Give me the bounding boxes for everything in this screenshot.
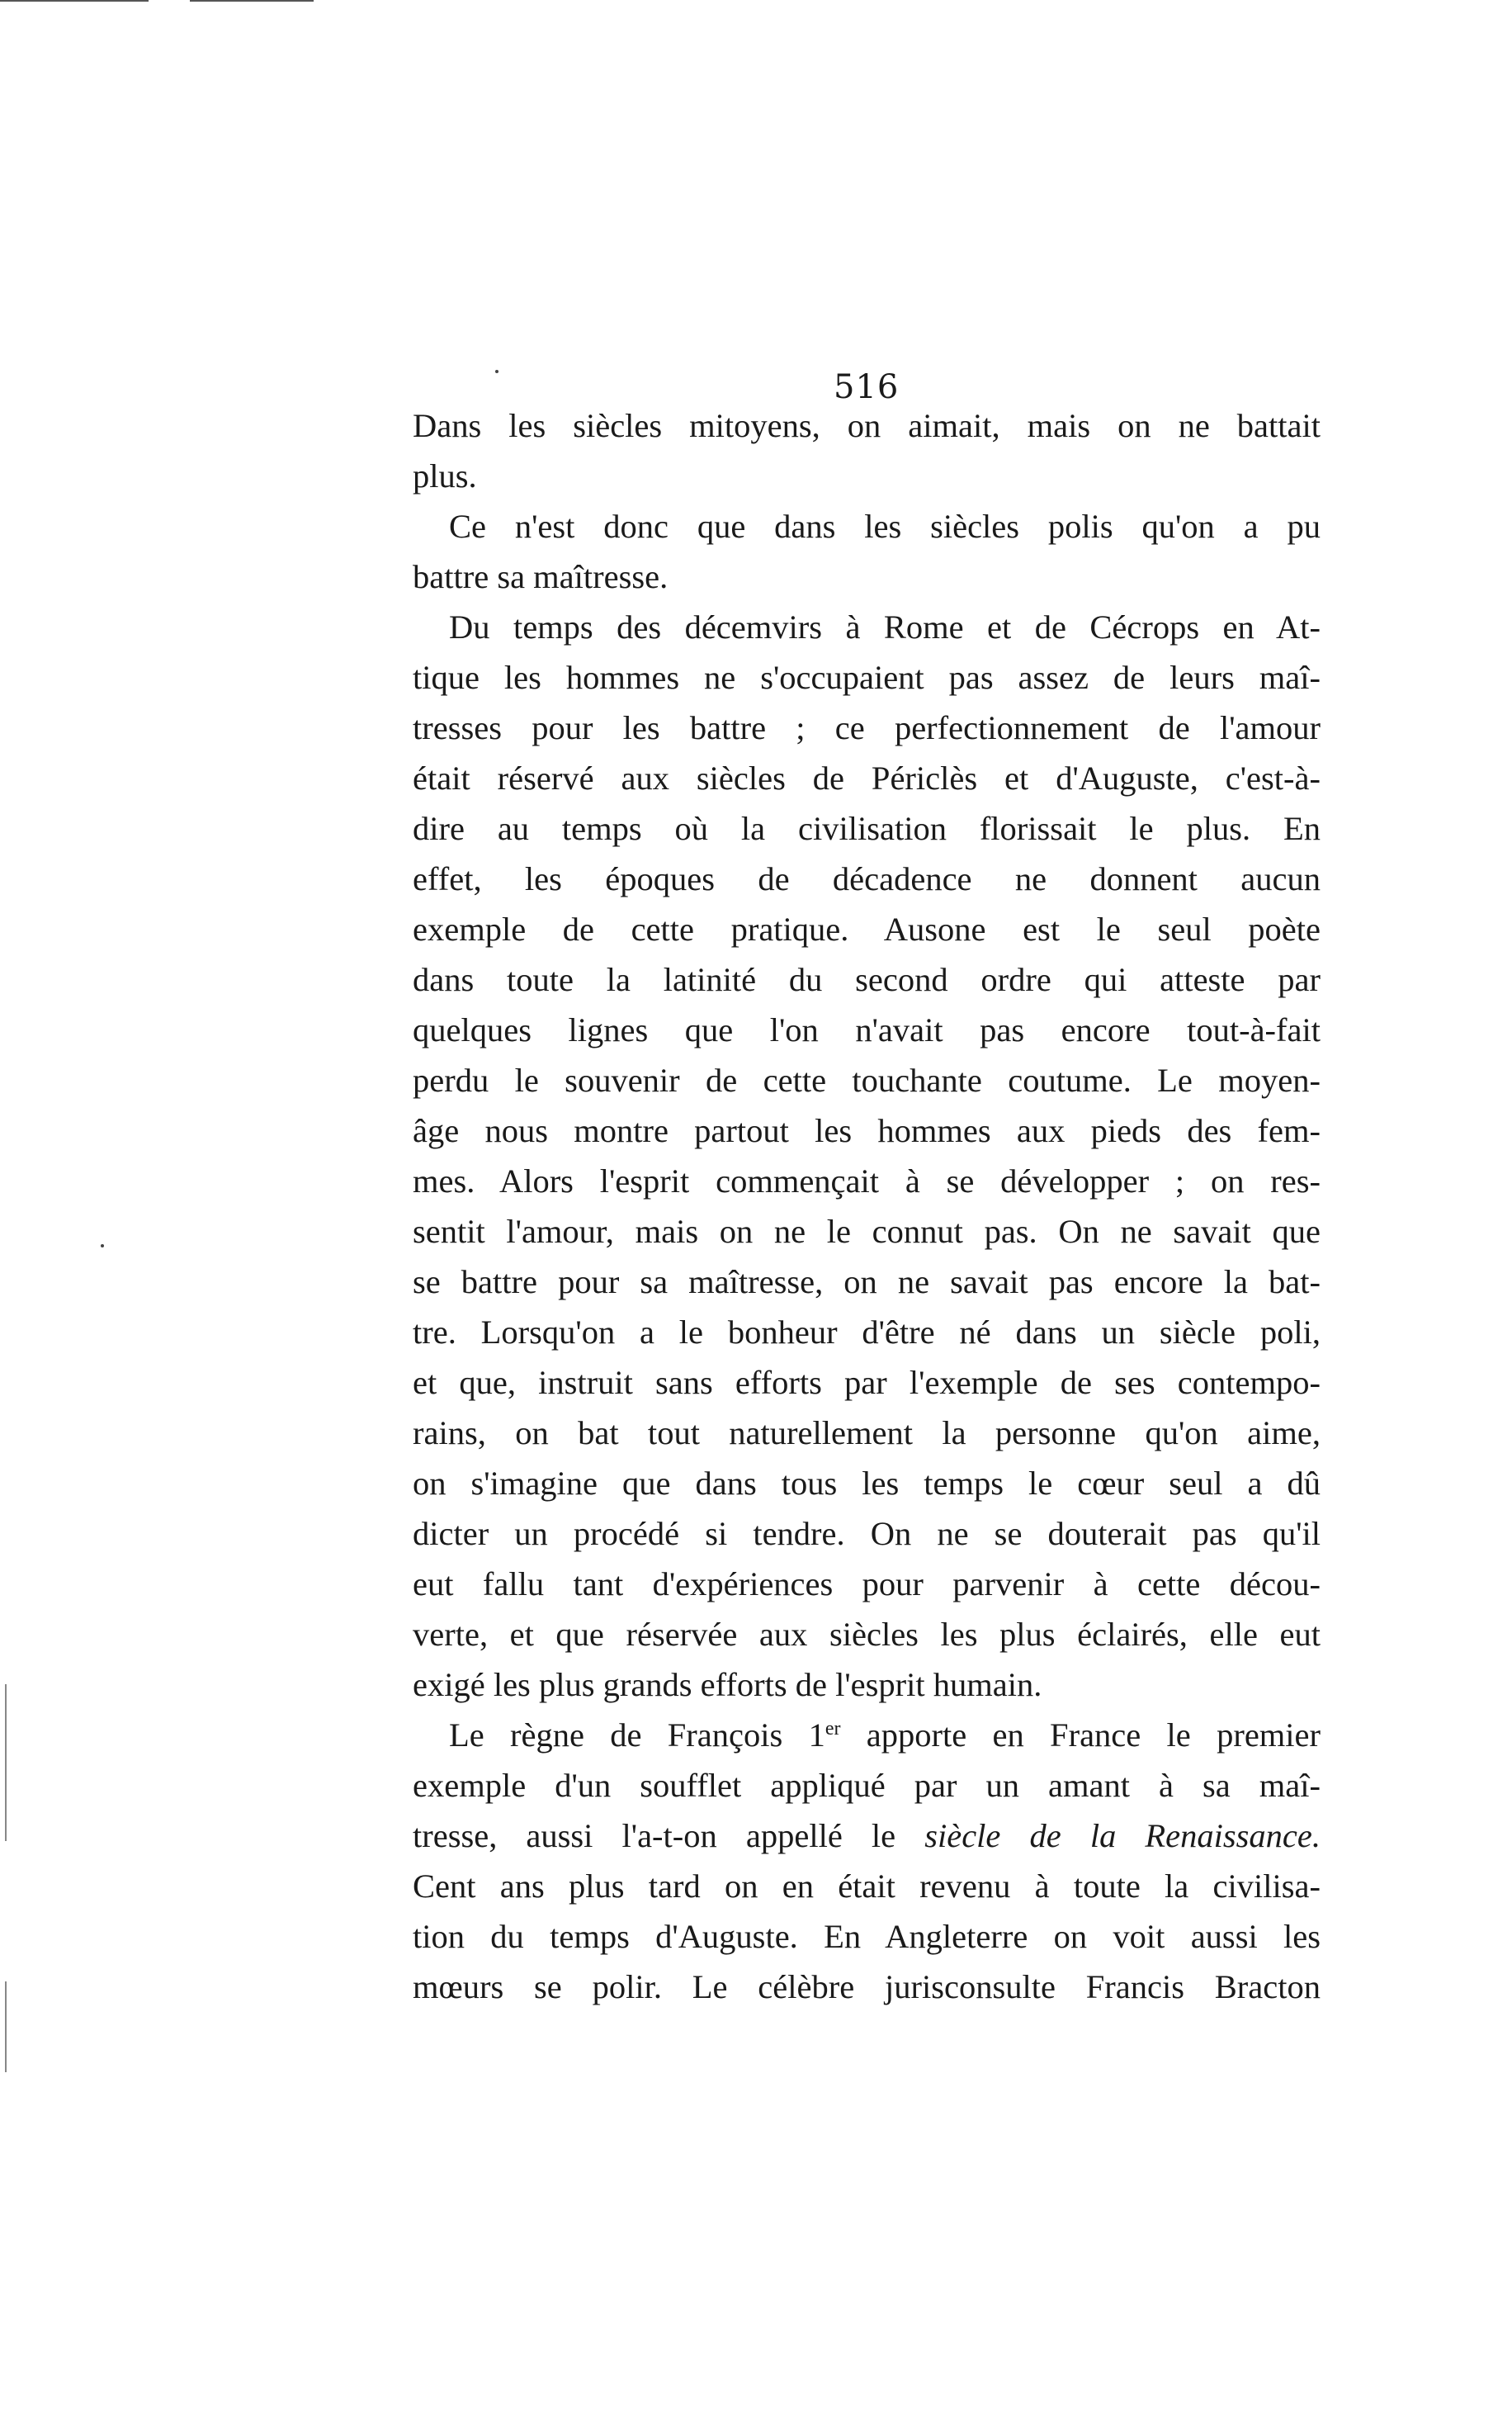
text-line: rains, on bat tout naturellement la personne qu'on aime, (413, 1414, 1321, 1451)
text-line (413, 1811, 1321, 1861)
text-line: dans toute la latinité du second ordre qui atteste par (413, 961, 1321, 998)
text-line: dicter un procédé si tendre. On ne se douterait pas qu'il (413, 1515, 1321, 1552)
text-line: âge nous montre partout les hommes aux pieds des fem- (413, 1112, 1321, 1149)
text-line: dire au temps où la civilisation florissait le plus. En (413, 810, 1321, 847)
text-line: était réservé aux siècles de Périclès et d'Auguste, c'est-à- (413, 760, 1321, 797)
text-line: Du temps des décemvirs à Rome et de Cécrops en At- (449, 608, 1321, 646)
text-run: apporte en France le premier (840, 1716, 1321, 1754)
paragraph (413, 602, 1321, 1710)
text-line: exigé les plus grands efforts de l'esprit humain. (413, 1666, 1042, 1703)
paragraph (413, 1710, 1321, 2012)
text-line: verte, et que réservée aux siècles les plus éclairés, elle eut (413, 1616, 1321, 1653)
paragraph (413, 400, 1321, 501)
text-line: Dans les siècles mitoyens, on aimait, mais on ne battait (413, 407, 1321, 444)
text-line: exemple d'un soufflet appliqué par un amant à sa maî- (413, 1767, 1321, 1804)
text-line: on s'imagine que dans tous les temps le cœur seul a dû (413, 1465, 1321, 1502)
page-number: 516 (834, 368, 900, 406)
text-line (413, 1710, 1321, 1760)
text-line: battre sa maîtresse. (413, 558, 669, 595)
text-line: tre. Lorsqu'on a le bonheur d'être né dans un siècle poli, (413, 1314, 1321, 1351)
scan-edge-mark (190, 0, 314, 2)
scan-edge-mark (5, 1981, 7, 2072)
text-line: Cent ans plus tard on en était revenu à toute la civilisa- (413, 1867, 1321, 1905)
text-line: exemple de cette pratique. Ausone est le seul poète (413, 911, 1321, 948)
scan-speck (101, 1244, 104, 1247)
text-line: et que, instruit sans efforts par l'exemple de ses contempo- (413, 1364, 1321, 1401)
text-line: mœurs se polir. Le célèbre jurisconsulte Francis Bracton (413, 1968, 1321, 2005)
text-line: tresses pour les battre ; ce perfectionnement de l'amour (413, 709, 1321, 746)
scan-speck (495, 370, 498, 373)
paragraph (413, 501, 1321, 602)
text-line: mes. Alors l'esprit commençait à se développer ; on res- (413, 1162, 1321, 1200)
scan-edge-mark (5, 1684, 7, 1841)
body-text (413, 400, 1321, 2012)
text-run: tresse, aussi l'a-t-on appellé le (413, 1817, 925, 1854)
text-line: Ce n'est donc que dans les siècles polis qu'on a pu (449, 508, 1321, 545)
scan-edge-mark (0, 0, 149, 2)
text-line: tion du temps d'Auguste. En Angleterre on voit aussi les (413, 1918, 1321, 1955)
text-line: effet, les époques de décadence ne donnent aucun (413, 860, 1321, 897)
text-line: sentit l'amour, mais on ne le connut pas. On ne savait que (413, 1213, 1321, 1250)
text-line: perdu le souvenir de cette touchante coutume. Le moyen- (413, 1062, 1321, 1099)
text-line: eut fallu tant d'expériences pour parvenir à cette décou- (413, 1565, 1321, 1602)
ordinal-superscript: er (825, 1718, 841, 1740)
italic-title: siècle de la Renaissance. (924, 1817, 1321, 1854)
text-run: Le règne de François 1 (449, 1716, 825, 1754)
text-line: plus. (413, 457, 477, 495)
text-line: quelques lignes que l'on n'avait pas encore tout-à-fait (413, 1011, 1321, 1048)
text-line: se battre pour sa maîtresse, on ne savait pas encore la bat- (413, 1263, 1321, 1300)
text-line: tique les hommes ne s'occupaient pas assez de leurs maî- (413, 659, 1321, 696)
